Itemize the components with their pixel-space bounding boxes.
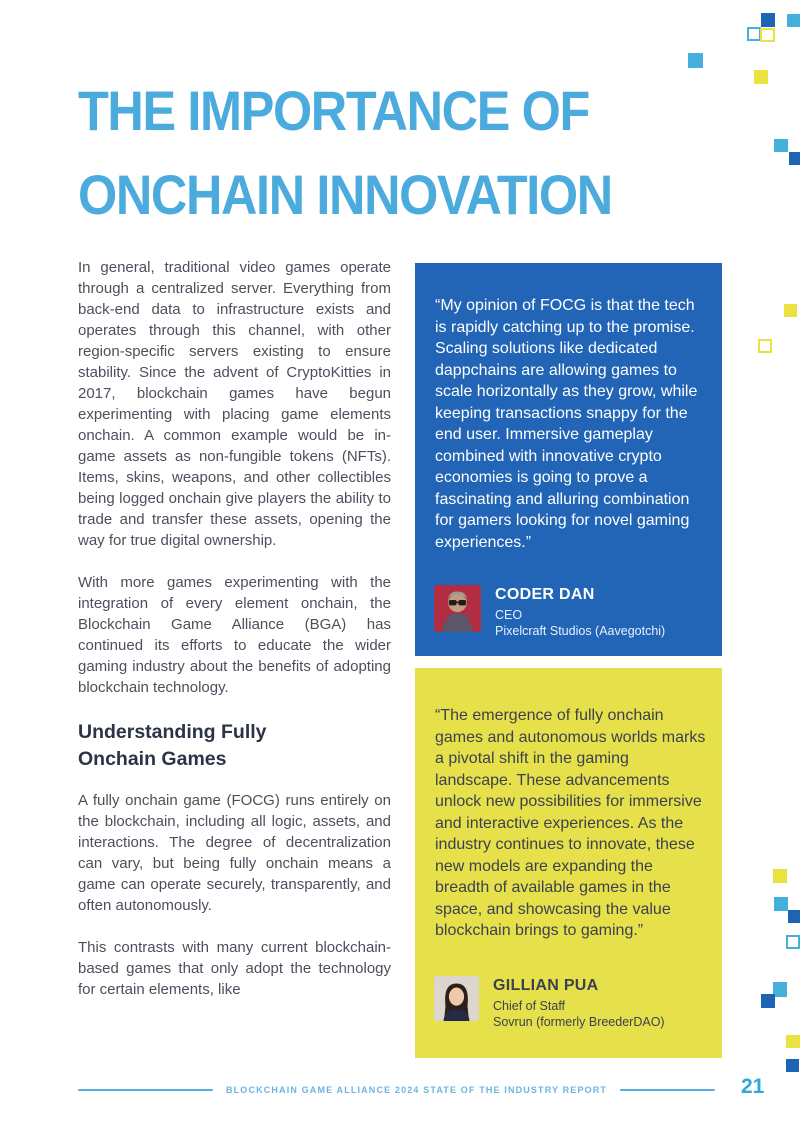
quote-person-block: [493, 976, 665, 1030]
article-column: [78, 257, 391, 1021]
decor-square-dark-blue: [761, 994, 775, 1008]
body-paragraph: In general, traditional video games operate through a centralized server. Everything from back-end data to infrastructure exists and operates through this channel, with other region-specific servers existing to ensure stability. Since the advent of CryptoKitties in 2017, blockchain games have begun experimenting with placing game elements onchain. A common example would be in-game assets as non-fungible tokens (NFTs). Items, skins, weapons, and other collectibles being logged onchain give players the ability to trade and transfer these assets, opening the way for true digital ownership.: [78, 259, 391, 549]
decor-square-yellow-outline: [760, 28, 775, 42]
decor-square-dark-blue: [788, 910, 800, 923]
section-heading-line-1: Understanding Fully: [78, 721, 267, 743]
decor-square-cyan: [773, 982, 787, 997]
person-name: GILLIAN PUA: [493, 977, 599, 994]
body-paragraph: This contrasts with many current blockchain-based games that only adopt the technology for certain elements, like: [78, 939, 391, 998]
person-name: CODER DAN: [495, 586, 595, 603]
page-title-line-2: ONCHAIN INNOVATION: [78, 163, 612, 226]
quote-text: “My opinion of FOCG is that the tech is rapidly catching up to the promise. Scaling solutions like dedicated dappchains are allowing games to scale horizontally as they grow, while keeping transactions snappy for the end user. Immersive gameplay combined with innovative crypto economies is going to prove a fascinating and alluring combination for gamers looking for novel gaming experiences.”: [435, 297, 698, 551]
decor-square-dark-blue: [789, 152, 800, 165]
person-organization: Pixelcraft Studios (Aavegotchi): [495, 624, 666, 638]
person-organization: Sovrun (formerly BreederDAO): [493, 1015, 665, 1029]
body-paragraph: With more games experimenting with the integration of every element onchain, the Blockchain Game Alliance (BGA) has continued its efforts to educate the wider gaming industry about the benefits of adopting blockchain technology.: [78, 574, 391, 696]
decor-square-dark-blue: [761, 13, 775, 27]
footer-report-title: BLOCKCHAIN GAME ALLIANCE 2024 STATE OF THE INDUSTRY REPORT: [226, 1085, 608, 1095]
decor-square-yellow-outline: [758, 339, 772, 353]
decor-square-yellow: [754, 70, 768, 84]
decor-square-dark-blue: [786, 1059, 799, 1072]
gillian-pua-avatar: [434, 976, 479, 1021]
section-heading-line-2: Onchain Games: [78, 748, 227, 770]
decor-square-cyan: [774, 897, 788, 911]
decor-square-yellow: [773, 869, 787, 883]
person-role: CEO: [495, 608, 523, 622]
quote-attribution: [434, 585, 665, 639]
page-footer: [78, 1082, 715, 1098]
decor-square-cyan-outline: [747, 27, 761, 41]
quote-card-gillian-pua: [415, 668, 722, 1058]
decor-square-cyan: [688, 53, 703, 68]
decor-square-yellow: [786, 1035, 800, 1048]
quote-attribution: [434, 976, 665, 1030]
footer-rule-right: [620, 1089, 715, 1091]
coder-dan-avatar: [434, 585, 481, 632]
page-number: 21: [741, 1075, 765, 1098]
decor-square-yellow: [784, 304, 797, 317]
footer-rule-left: [78, 1089, 213, 1091]
quote-person-block: [495, 585, 665, 639]
body-paragraph: A fully onchain game (FOCG) runs entirely on the blockchain, including all logic, assets, and interactions. The degree of decentralization can vary, but being fully onchain means a game can operate securely, transparently, and often autonomously.: [78, 792, 391, 914]
person-role: Chief of Staff: [493, 999, 566, 1013]
quote-card-coder-dan: [415, 263, 722, 656]
decor-square-cyan: [774, 139, 788, 152]
section-heading: [78, 719, 391, 773]
decor-square-cyan-outline: [786, 935, 800, 949]
page-title: [78, 69, 612, 237]
page-title-line-1: THE IMPORTANCE OF: [78, 79, 589, 142]
decor-square-cyan: [787, 14, 800, 27]
quote-text: “The emergence of fully onchain games and autonomous worlds marks a pivotal shift in the gaming landscape. These advancements unlock new possibilities for immersive and interactive experiences. As the industry continues to innovate, these new models are expanding the breadth of available games in the space, and showcasing the value blockchain brings to gaming.”: [435, 707, 706, 939]
